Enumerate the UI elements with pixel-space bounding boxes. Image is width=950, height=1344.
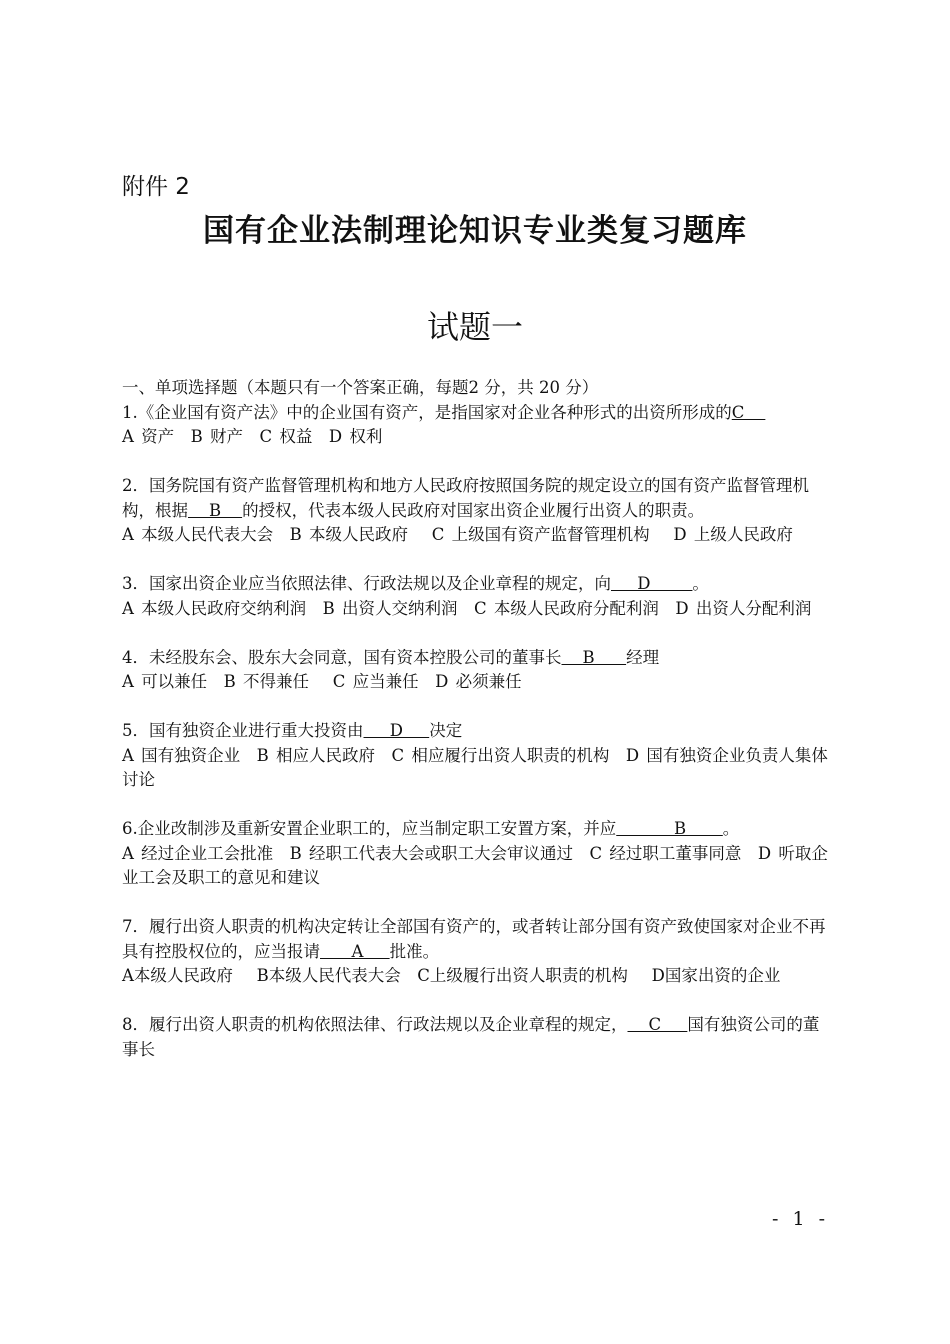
question-stem bbox=[122, 1013, 828, 1062]
stem-text-end: 。 bbox=[692, 574, 709, 593]
answer-blank: B bbox=[188, 500, 243, 520]
stem-text: 8．履行出资人职责的机构依照法律、行政法规以及企业章程的规定， bbox=[122, 1015, 628, 1034]
question-stem bbox=[122, 817, 828, 842]
question-body bbox=[122, 376, 828, 1062]
page-number: - 1 - bbox=[772, 1208, 830, 1230]
answer-blank: D bbox=[611, 574, 693, 593]
stem-text-end: 的授权，代表本级人民政府对国家出资企业履行出资人的职责。 bbox=[242, 500, 705, 520]
stem-text: 6.企业改制涉及重新安置企业职工的，应当制定职工安置方案，并应 bbox=[122, 819, 617, 838]
question-stem bbox=[122, 401, 828, 426]
answer-blank: C bbox=[627, 1015, 688, 1034]
question-item bbox=[122, 1013, 828, 1062]
stem-text-end: 批准。 bbox=[389, 941, 440, 961]
attachment-label: 附件 2 bbox=[122, 174, 190, 200]
question-stem bbox=[122, 474, 828, 523]
stem-text-end: 经理 bbox=[626, 647, 660, 667]
document-title: 国有企业法制理论知识专业类复习题库 bbox=[203, 213, 747, 249]
stem-text-end: 。 bbox=[722, 819, 740, 838]
question-item bbox=[122, 915, 828, 989]
answer-blank: D bbox=[363, 721, 430, 740]
question-stem bbox=[122, 572, 828, 597]
question-options: A 本级人民政府交纳利润 B 出资人交纳利润 C 本级人民政府分配利润 D 出资人分配利润 bbox=[122, 598, 812, 618]
question-options: A 本级人民代表大会 B 本级人民政府 C 上级国有资产监督管理机构 D 上级人民政府 bbox=[122, 525, 793, 544]
answer-blank: B bbox=[616, 819, 723, 838]
question-stem bbox=[122, 719, 828, 744]
section-subtitle: 试题一 bbox=[426, 308, 523, 346]
question-options: A 经过企业工会批准 B 经职工代表大会或职工大会审议通过 C 经过职工董事同意 D 听取企业工会及职工的意见和建议 bbox=[122, 843, 828, 887]
question-item bbox=[122, 719, 828, 793]
section-heading: 一、单项选择题（本题只有一个答案正确，每题2 分，共 20 分） bbox=[122, 378, 599, 397]
stem-text: 7．履行出资人职责的机构决定转让全部国有资产的，或者转让部分国有资产致使国家对企业不再具有控股权位的，应当报请 bbox=[122, 917, 826, 961]
question-stem bbox=[122, 915, 828, 964]
question-item bbox=[122, 572, 828, 621]
stem-text-end: 决定 bbox=[429, 721, 463, 740]
stem-text: 3．国家出资企业应当依照法律、行政法规以及企业章程的规定，向 bbox=[122, 574, 611, 593]
question-options: A 国有独资企业 B 相应人民政府 C 相应履行出资人职责的机构 D 国有独资企业负责人集体讨论 bbox=[122, 745, 828, 789]
question-item bbox=[122, 474, 828, 548]
question-item bbox=[122, 817, 828, 891]
question-stem bbox=[122, 646, 828, 671]
question-item bbox=[122, 401, 828, 450]
question-options: A本级人民政府 B本级人民代表大会 C上级履行出资人职责的机构 D国家出资的企业 bbox=[122, 966, 781, 985]
question-item bbox=[122, 646, 828, 695]
stem-text: 4．未经股东会、股东大会同意，国有资本控股公司的董事长 bbox=[122, 647, 562, 667]
stem-text: 5．国有独资企业进行重大投资由 bbox=[122, 721, 364, 740]
answer-blank: B bbox=[561, 647, 627, 667]
question-options: A 可以兼任 B 不得兼任 C 应当兼任 D 必须兼任 bbox=[122, 672, 522, 691]
stem-text-end: 国有独资公司的董事长 bbox=[122, 1015, 820, 1059]
stem-text: 1.《企业国有资产法》中的企业国有资产，是指国家对企业各种形式的出资所形成的 bbox=[122, 402, 732, 422]
answer-blank: A bbox=[320, 941, 390, 961]
stem-text: 2．国务院国有资产监督管理机构和地方人民政府按照国务院的规定设立的国有资产监督管理机构，根据 bbox=[122, 476, 809, 520]
answer-blank: C bbox=[731, 402, 766, 422]
question-options: A 资产 B 财产 C 权益 D 权利 bbox=[122, 427, 383, 446]
